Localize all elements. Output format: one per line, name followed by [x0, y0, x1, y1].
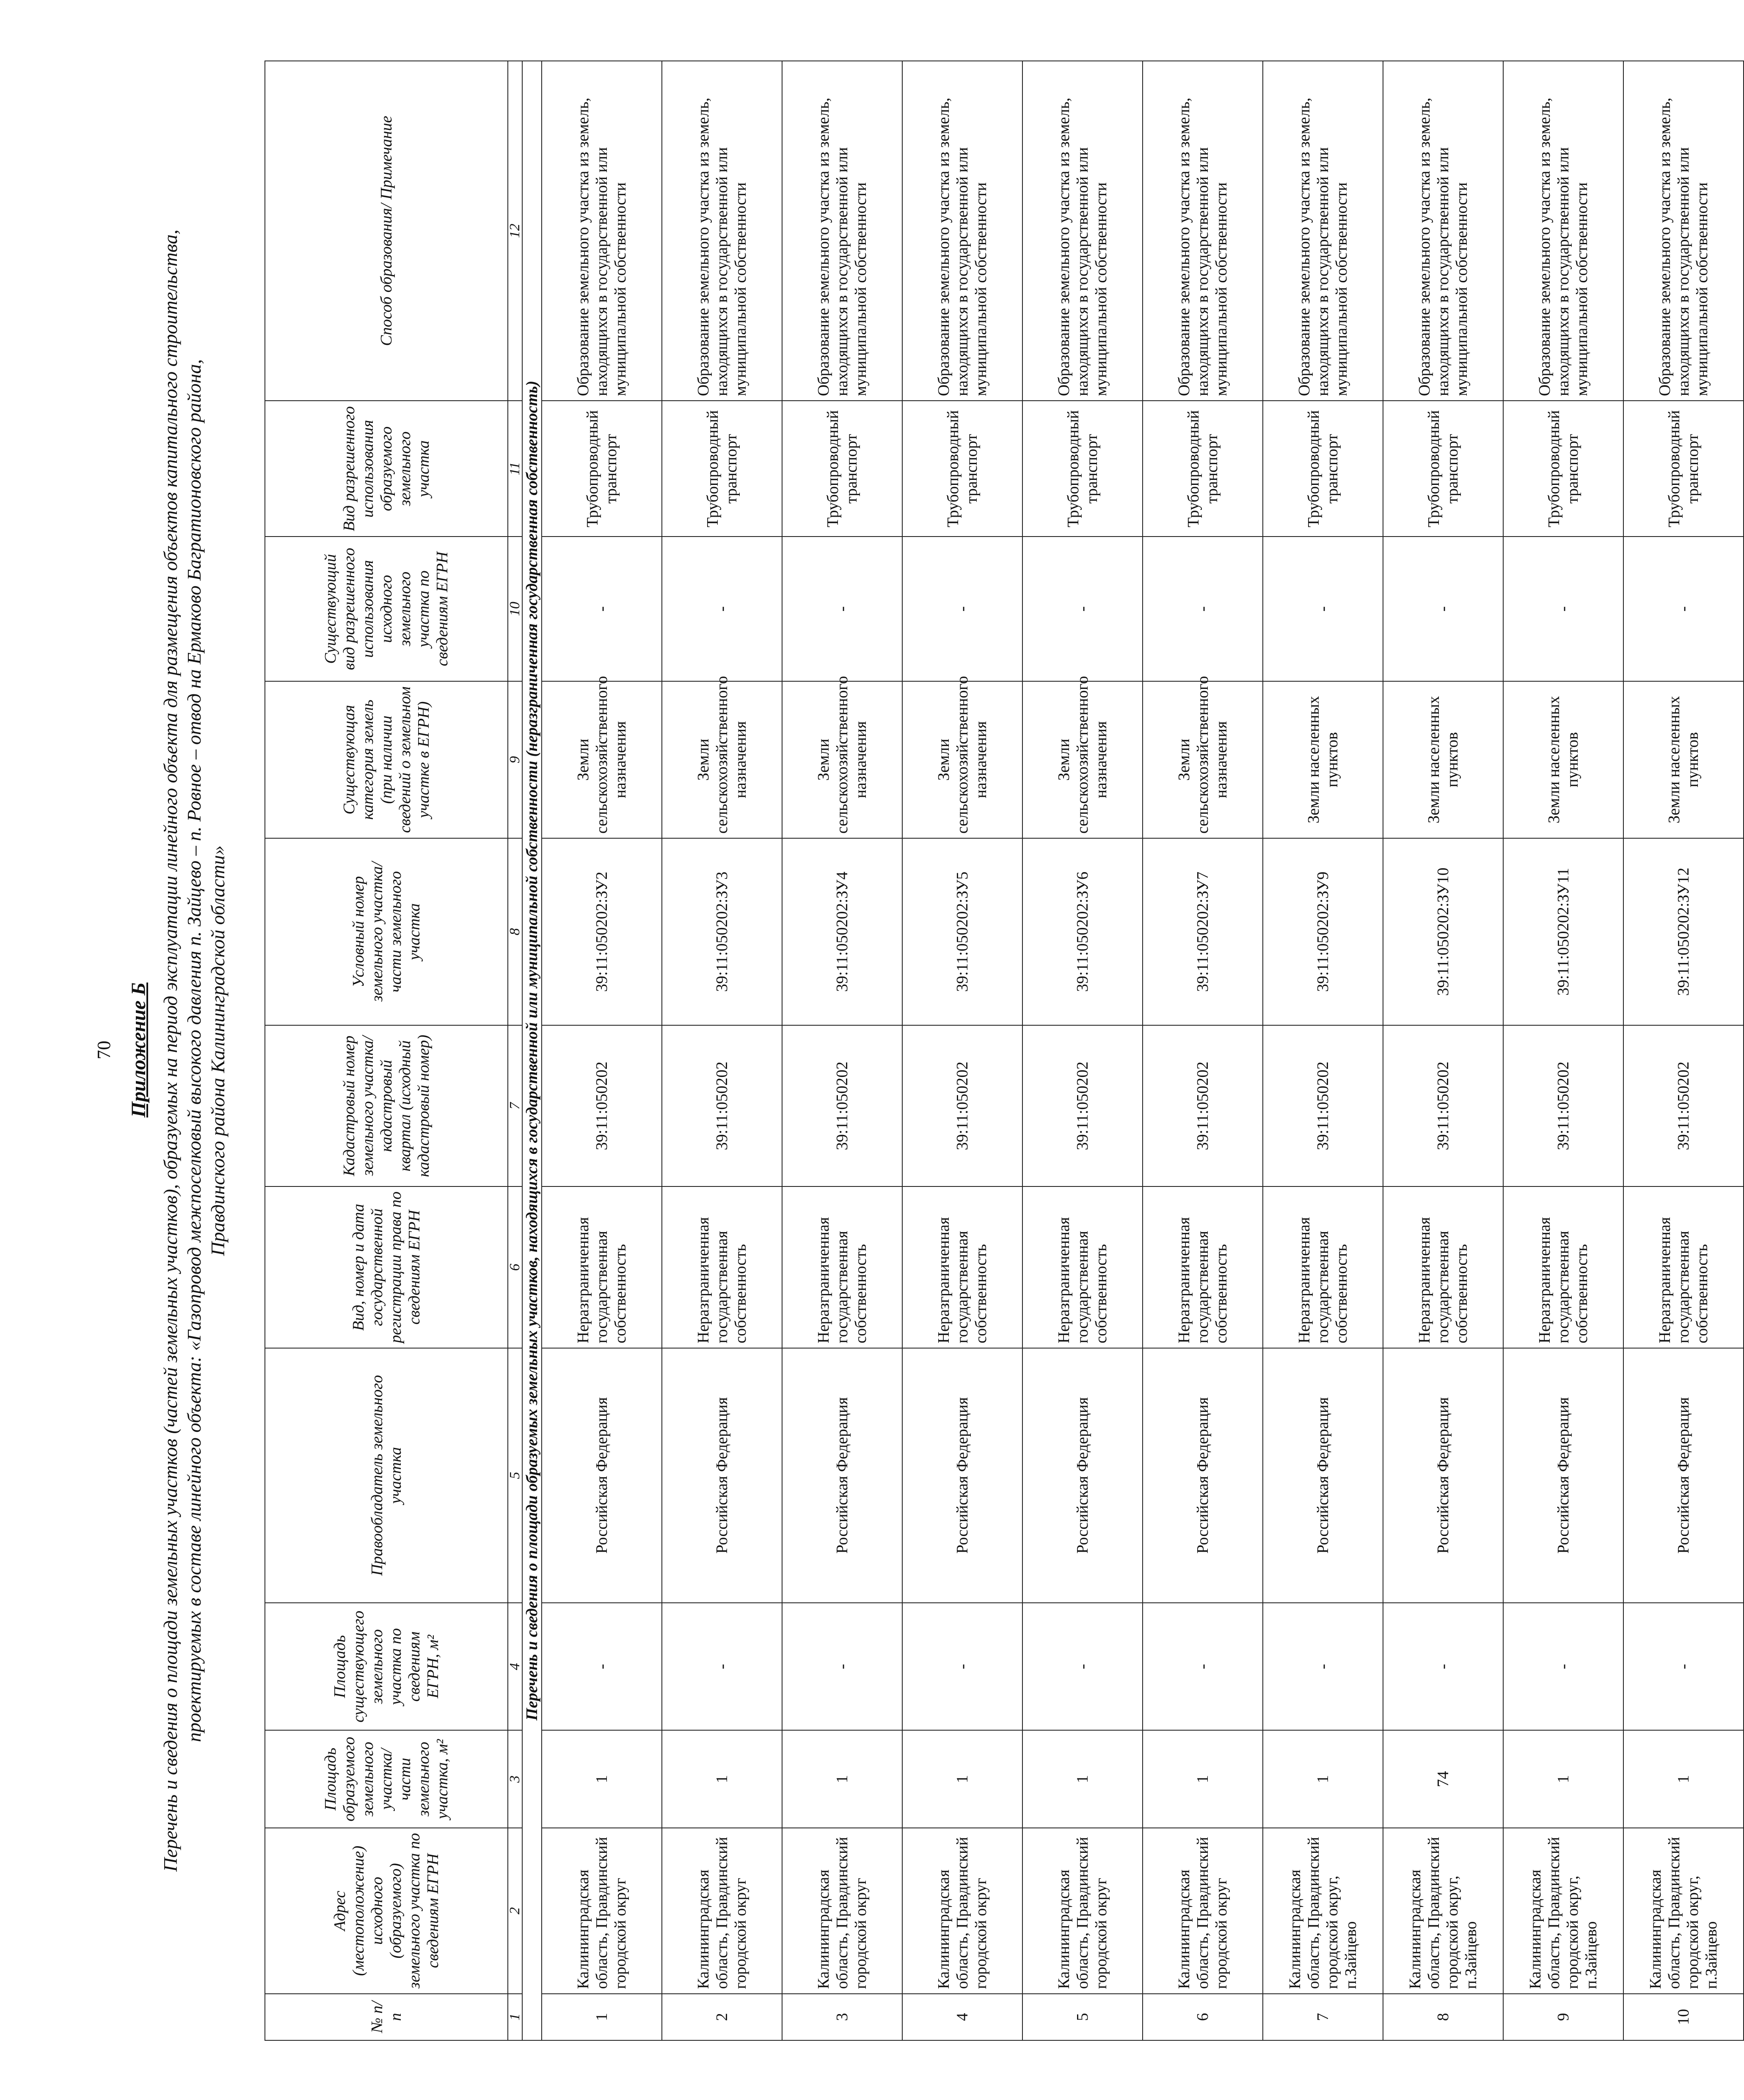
- area-cell: 1: [542, 1730, 662, 1828]
- method-cell: Образование земельного участка из земель, находящихся в государственной или муниципальной собственности: [1383, 61, 1503, 401]
- col-number: 3: [508, 1730, 522, 1828]
- right-cell: Неразграниченная государственная собственность: [1383, 1186, 1503, 1348]
- table-row: [1503, 61, 1623, 2040]
- conditional-number-cell: 39:11:050202:ЗУ9: [1263, 838, 1383, 1025]
- col-header: Адрес (местоположение) исходного (образуемого) земельного участка по сведениям ЕГРН: [265, 1828, 508, 1994]
- conditional-number-cell: 39:11:050202:ЗУ5: [902, 838, 1022, 1025]
- permitted-use-cell: Трубопроводный транспорт: [542, 401, 662, 537]
- col-header: Площадь существующего земельного участка по сведениям ЕГРН, м²: [265, 1603, 508, 1730]
- owner-cell: Российская Федерация: [1263, 1348, 1383, 1603]
- conditional-number-cell: 39:11:050202:ЗУ3: [662, 838, 782, 1025]
- area-cell: 1: [662, 1730, 782, 1828]
- existing-use-cell: -: [902, 537, 1022, 681]
- address-cell: Калининградская область, Правдинский городской округ, п.Зайцево: [1623, 1828, 1744, 1994]
- right-cell: Неразграниченная государственная собственность: [1263, 1186, 1383, 1348]
- heading-line: Перечень и сведения о площади земельных участков (частей земельных участков), образуемых на период эксплуатации линейного объекта для размещения объектов капитального строительства,: [160, 229, 181, 1872]
- conditional-number-cell: 39:11:050202:ЗУ2: [542, 838, 662, 1025]
- area-cell: 1: [902, 1730, 1022, 1828]
- egrn-area-cell: -: [662, 1603, 782, 1730]
- cadastral-cell: 39:11:050202: [1383, 1025, 1503, 1186]
- col-header: Площадь образуемого земельного участка/ части земельного участка, м²: [265, 1730, 508, 1828]
- address-cell: Калининградская область, Правдинский городской округ: [1143, 1828, 1263, 1994]
- owner-cell: Российская Федерация: [662, 1348, 782, 1603]
- permitted-use-cell: Трубопроводный транспорт: [1263, 401, 1383, 537]
- egrn-area-cell: -: [1263, 1603, 1383, 1730]
- header-row: [265, 61, 508, 2040]
- permitted-use-cell: Трубопроводный транспорт: [782, 401, 902, 537]
- egrn-area-cell: -: [1623, 1603, 1744, 1730]
- table-row: [1623, 61, 1744, 2040]
- page-number: 70: [94, 1040, 114, 1060]
- address-cell: Калининградская область, Правдинский городской округ, п.Зайцево: [1263, 1828, 1383, 1994]
- address-cell: Калининградская область, Правдинский городской округ: [1022, 1828, 1143, 1994]
- category-cell: Земли населенных пунктов: [1263, 681, 1383, 838]
- appendix-title: Приложение Б: [127, 983, 150, 1117]
- egrn-area-cell: -: [782, 1603, 902, 1730]
- section-title: Перечень и сведения о площади образуемых земельных участков, находящихся в государственной или муниципальной собственности (неразграниченная государственная собственность): [522, 61, 542, 2040]
- area-cell: 1: [1022, 1730, 1143, 1828]
- cadastral-cell: 39:11:050202: [902, 1025, 1022, 1186]
- existing-use-cell: -: [782, 537, 902, 681]
- heading-line: проектируемых в составе линейного объекта: «Газопровод межпоселковый высокого давления п. Зайцево – п. Ровное – отвод на Ермаково Багратионовского района,: [183, 359, 205, 1742]
- category-cell: Земли сельскохозяйственного назначения: [1143, 681, 1263, 838]
- existing-use-cell: -: [1022, 537, 1143, 681]
- address-cell: Калининградская область, Правдинский городской округ: [542, 1828, 662, 1994]
- right-cell: Неразграниченная государственная собственность: [1503, 1186, 1623, 1348]
- row-number: 3: [782, 1994, 902, 2040]
- owner-cell: Российская Федерация: [1503, 1348, 1623, 1603]
- table-row: [1383, 61, 1503, 2040]
- col-header: Правообладатель земельного участка: [265, 1348, 508, 1603]
- method-cell: Образование земельного участка из земель, находящихся в государственной или муниципальной собственности: [542, 61, 662, 401]
- section-row: [522, 61, 542, 2040]
- method-cell: Образование земельного участка из земель, находящихся в государственной или муниципальной собственности: [1263, 61, 1383, 401]
- row-number: 10: [1623, 1994, 1744, 2040]
- owner-cell: Российская Федерация: [1623, 1348, 1744, 1603]
- right-cell: Неразграниченная государственная собственность: [902, 1186, 1022, 1348]
- permitted-use-cell: Трубопроводный транспорт: [662, 401, 782, 537]
- owner-cell: Российская Федерация: [782, 1348, 902, 1603]
- col-header: Существующий вид разрешенного использования исходного земельного участка по сведениям ЕГРН: [265, 537, 508, 681]
- conditional-number-cell: 39:11:050202:ЗУ7: [1143, 838, 1263, 1025]
- table-row: [662, 61, 782, 2040]
- egrn-area-cell: -: [1143, 1603, 1263, 1730]
- owner-cell: Российская Федерация: [542, 1348, 662, 1603]
- cadastral-cell: 39:11:050202: [1503, 1025, 1623, 1186]
- row-number: 7: [1263, 1994, 1383, 2040]
- permitted-use-cell: Трубопроводный транспорт: [1383, 401, 1503, 537]
- category-cell: Земли сельскохозяйственного назначения: [1022, 681, 1143, 838]
- cadastral-cell: 39:11:050202: [662, 1025, 782, 1186]
- category-cell: Земли сельскохозяйственного назначения: [662, 681, 782, 838]
- address-cell: Калининградская область, Правдинский городской округ: [902, 1828, 1022, 1994]
- egrn-area-cell: -: [1022, 1603, 1143, 1730]
- category-cell: Земли сельскохозяйственного назначения: [782, 681, 902, 838]
- category-cell: Земли населенных пунктов: [1503, 681, 1623, 838]
- table-row: [1143, 61, 1263, 2040]
- cadastral-cell: 39:11:050202: [1623, 1025, 1744, 1186]
- col-number: 1: [508, 1994, 522, 2040]
- right-cell: Неразграниченная государственная собственность: [782, 1186, 902, 1348]
- existing-use-cell: -: [1143, 537, 1263, 681]
- right-cell: Неразграниченная государственная собственность: [1623, 1186, 1744, 1348]
- conditional-number-cell: 39:11:050202:ЗУ10: [1383, 838, 1503, 1025]
- col-header: Существующая категория земель (при наличии сведений о земельном участке в ЕГРН): [265, 681, 508, 838]
- existing-use-cell: -: [662, 537, 782, 681]
- existing-use-cell: -: [1623, 537, 1744, 681]
- col-header: Кадастровый номер земельного участка/ кадастровый квартал (исходный кадастровый номер): [265, 1025, 508, 1186]
- col-number: 2: [508, 1828, 522, 1994]
- row-number: 9: [1503, 1994, 1623, 2040]
- col-header: Условный номер земельного участка/части земельного участка: [265, 838, 508, 1025]
- col-number: 11: [508, 401, 522, 537]
- row-number: 4: [902, 1994, 1022, 2040]
- conditional-number-cell: 39:11:050202:ЗУ6: [1022, 838, 1143, 1025]
- category-cell: Земли населенных пунктов: [1383, 681, 1503, 838]
- row-number: 2: [662, 1994, 782, 2040]
- land-plots-table: [264, 61, 1744, 2041]
- owner-cell: Российская Федерация: [902, 1348, 1022, 1603]
- cadastral-cell: 39:11:050202: [1143, 1025, 1263, 1186]
- permitted-use-cell: Трубопроводный транспорт: [1623, 401, 1744, 537]
- address-cell: Калининградская область, Правдинский городской округ, п.Зайцево: [1503, 1828, 1623, 1994]
- permitted-use-cell: Трубопроводный транспорт: [1503, 401, 1623, 537]
- method-cell: Образование земельного участка из земель, находящихся в государственной или муниципальной собственности: [1623, 61, 1744, 401]
- egrn-area-cell: -: [902, 1603, 1022, 1730]
- right-cell: Неразграниченная государственная собственность: [1022, 1186, 1143, 1348]
- row-number: 6: [1143, 1994, 1263, 2040]
- category-cell: Земли сельскохозяйственного назначения: [542, 681, 662, 838]
- cadastral-cell: 39:11:050202: [542, 1025, 662, 1186]
- address-cell: Калининградская область, Правдинский городской округ, п.Зайцево: [1383, 1828, 1503, 1994]
- category-cell: Земли населенных пунктов: [1623, 681, 1744, 838]
- heading-line: Правдинского района Калининградской области»: [207, 845, 229, 1256]
- owner-cell: Российская Федерация: [1022, 1348, 1143, 1603]
- permitted-use-cell: Трубопроводный транспорт: [1022, 401, 1143, 537]
- area-cell: 1: [1503, 1730, 1623, 1828]
- method-cell: Образование земельного участка из земель, находящихся в государственной или муниципальной собственности: [1143, 61, 1263, 401]
- cadastral-cell: 39:11:050202: [1263, 1025, 1383, 1186]
- area-cell: 1: [1623, 1730, 1744, 1828]
- conditional-number-cell: 39:11:050202:ЗУ11: [1503, 838, 1623, 1025]
- permitted-use-cell: Трубопроводный транспорт: [902, 401, 1022, 537]
- address-cell: Калининградская область, Правдинский городской округ: [782, 1828, 902, 1994]
- method-cell: Образование земельного участка из земель, находящихся в государственной или муниципальной собственности: [662, 61, 782, 401]
- area-cell: 1: [782, 1730, 902, 1828]
- address-cell: Калининградская область, Правдинский городской округ: [662, 1828, 782, 1994]
- col-number: 7: [508, 1025, 522, 1186]
- conditional-number-cell: 39:11:050202:ЗУ12: [1623, 838, 1744, 1025]
- area-cell: 1: [1263, 1730, 1383, 1828]
- col-number: 9: [508, 681, 522, 838]
- table-row: [782, 61, 902, 2040]
- col-number: 10: [508, 537, 522, 681]
- table-row: [1263, 61, 1383, 2040]
- cadastral-cell: 39:11:050202: [1022, 1025, 1143, 1186]
- right-cell: Неразграниченная государственная собственность: [662, 1186, 782, 1348]
- column-number-row: [508, 61, 522, 2040]
- right-cell: Неразграниченная государственная собственность: [542, 1186, 662, 1348]
- area-cell: 1: [1143, 1730, 1263, 1828]
- col-header: № п/п: [265, 1994, 508, 2040]
- col-header: Вид разрешенного использования образуемого земельного участка: [265, 401, 508, 537]
- area-cell: 74: [1383, 1730, 1503, 1828]
- col-number: 5: [508, 1348, 522, 1603]
- existing-use-cell: -: [1383, 537, 1503, 681]
- col-number: 8: [508, 838, 522, 1025]
- row-number: 5: [1022, 1994, 1143, 2040]
- method-cell: Образование земельного участка из земель, находящихся в государственной или муниципальной собственности: [902, 61, 1022, 401]
- existing-use-cell: -: [1503, 537, 1623, 681]
- table-row: [1022, 61, 1143, 2040]
- egrn-area-cell: -: [1383, 1603, 1503, 1730]
- existing-use-cell: -: [542, 537, 662, 681]
- col-number: 6: [508, 1186, 522, 1348]
- col-header: Способ образования/ Примечание: [265, 61, 508, 401]
- conditional-number-cell: 39:11:050202:ЗУ4: [782, 838, 902, 1025]
- table-row: [902, 61, 1022, 2040]
- permitted-use-cell: Трубопроводный транспорт: [1143, 401, 1263, 537]
- row-number: 8: [1383, 1994, 1503, 2040]
- col-number: 4: [508, 1603, 522, 1730]
- category-cell: Земли сельскохозяйственного назначения: [902, 681, 1022, 838]
- row-number: 1: [542, 1994, 662, 2040]
- owner-cell: Российская Федерация: [1383, 1348, 1503, 1603]
- right-cell: Неразграниченная государственная собственность: [1143, 1186, 1263, 1348]
- egrn-area-cell: -: [1503, 1603, 1623, 1730]
- egrn-area-cell: -: [542, 1603, 662, 1730]
- col-number: 12: [508, 61, 522, 401]
- table-row: [542, 61, 662, 2040]
- method-cell: Образование земельного участка из земель, находящихся в государственной или муниципальной собственности: [1022, 61, 1143, 401]
- col-header: Вид, номер и дата государственной регистрации права по сведениям ЕГРН: [265, 1186, 508, 1348]
- cadastral-cell: 39:11:050202: [782, 1025, 902, 1186]
- table-heading: [159, 61, 230, 2041]
- owner-cell: Российская Федерация: [1143, 1348, 1263, 1603]
- existing-use-cell: -: [1263, 537, 1383, 681]
- method-cell: Образование земельного участка из земель, находящихся в государственной или муниципальной собственности: [1503, 61, 1623, 401]
- method-cell: Образование земельного участка из земель, находящихся в государственной или муниципальной собственности: [782, 61, 902, 401]
